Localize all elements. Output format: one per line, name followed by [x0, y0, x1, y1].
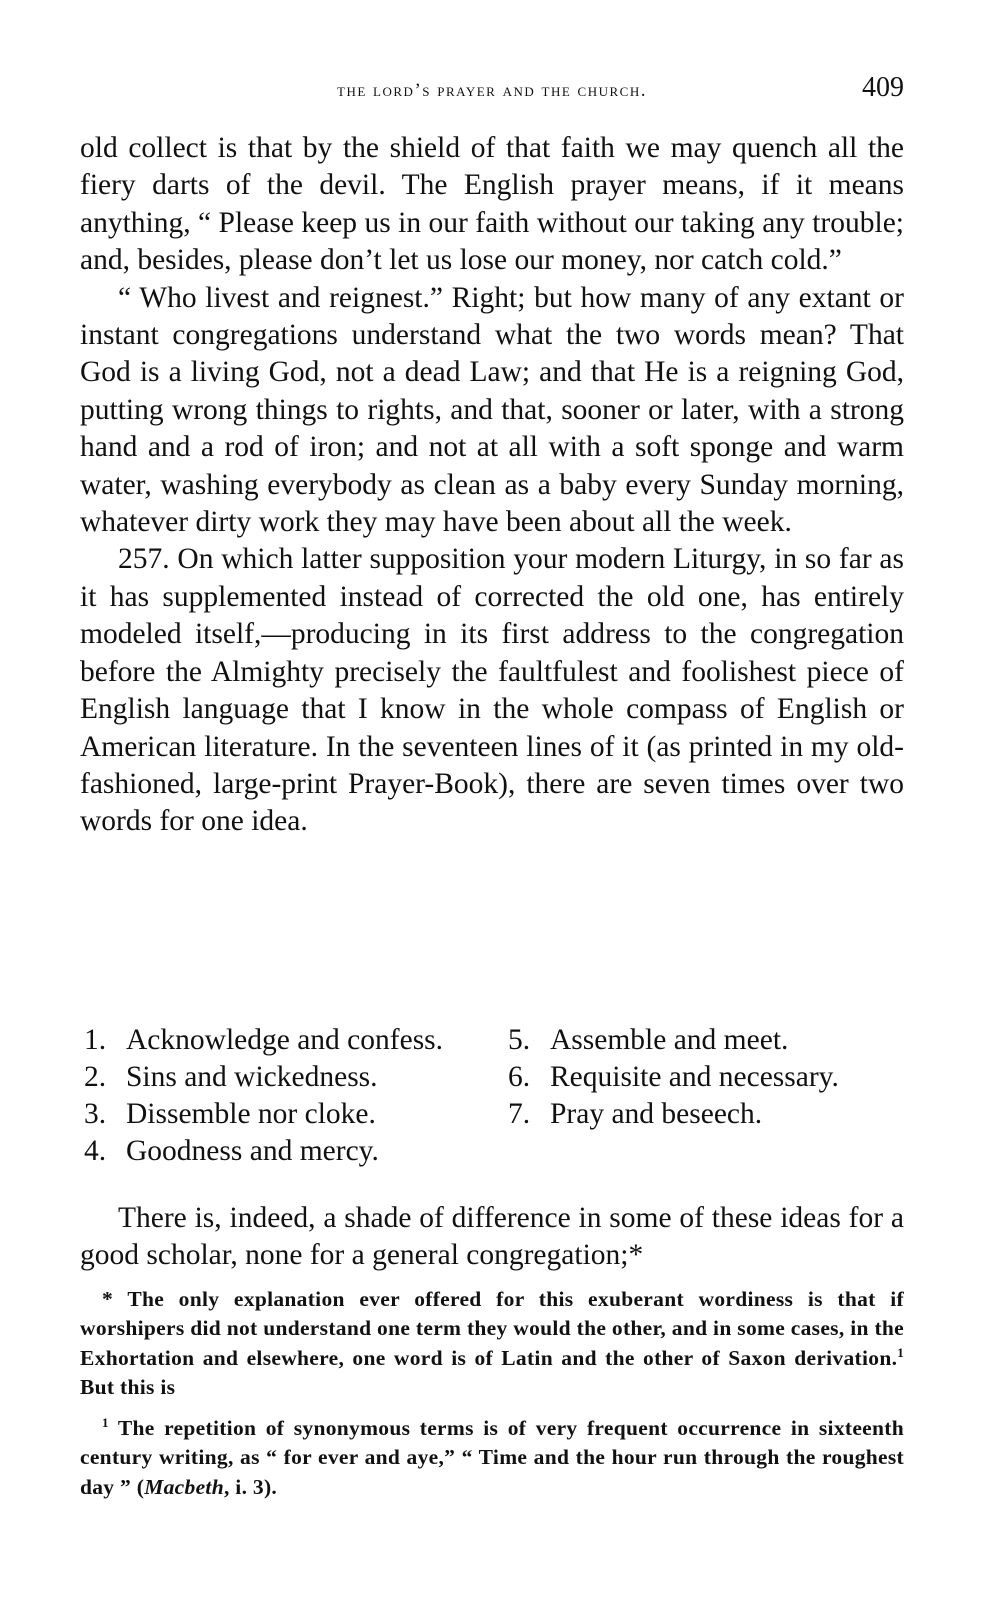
- synonym-list-left-column: [84, 1022, 443, 1170]
- paragraph-3: 257. On which latter supposition your modern Liturgy, in so far as it has supplemented instead of corrected the old one, has entirely modeled itself,—producing in its first address to the congregation before the Almighty precisely the faultfulest and foolishest piece of English language that I know in the whole compass of English or American literature. In the seventeen lines of it (as printed in my old-fashioned, large-print Prayer-Book), there are seven times over two words for one idea.: [80, 543, 904, 838]
- list-item-number: 1.: [84, 1024, 107, 1056]
- running-head: [80, 72, 904, 108]
- footnote-reference: 1: [897, 1345, 904, 1360]
- list-item: [508, 1022, 839, 1059]
- page-number: 409: [862, 72, 904, 103]
- list-item: [84, 1059, 443, 1096]
- list-item: [508, 1059, 839, 1096]
- list-item: [84, 1133, 443, 1170]
- paragraph-1: old collect is that by the shield of that faith we may quench all the fiery darts of the devil. The English prayer means, if it means anything, “ Please keep us in our faith without our taking any trouble; and, besides, please don’t let us lose our money, nor catch cold.”: [80, 132, 904, 277]
- list-item-number: 5.: [508, 1024, 531, 1056]
- list-item-number: 3.: [84, 1098, 107, 1130]
- list-item: [84, 1022, 443, 1059]
- list-item-text: Pray and beseech.: [550, 1098, 763, 1130]
- list-item-text: Assemble and meet.: [550, 1024, 789, 1056]
- footnote-star: [80, 1285, 904, 1403]
- list-item-text: Acknowledge and confess.: [126, 1024, 444, 1056]
- list-item-number: 2.: [84, 1061, 107, 1093]
- synonym-list-right-column: [508, 1022, 839, 1133]
- paragraph-2: “ Who livest and reignest.” Right; but how many of any extant or instant congregations understand what the two words mean? That God is a living God, not a dead Law; and that He is a reigning God, putting wrong things to rights, and that, sooner or later, with a strong hand and a rod of iron; and not at all with a soft sponge and warm water, washing everybody as clean as a baby every Sunday morning, whatever dirty work they may have been about all the week.: [80, 281, 904, 539]
- list-item: [84, 1096, 443, 1133]
- list-item: [508, 1096, 839, 1133]
- footnote-1-text: The repetition of synonymous terms is of very frequent occurrence in sixteenth century writing, as “ for ever and aye,” “ Time and the hour run through the roughest day ” (: [80, 1416, 904, 1499]
- footnote-1: [80, 1414, 904, 1502]
- closing-paragraph: [80, 1200, 904, 1274]
- list-item-text: Sins and wickedness.: [126, 1061, 378, 1093]
- list-item-number: 4.: [84, 1135, 107, 1167]
- running-title: the lord’s prayer and the church.: [337, 80, 647, 101]
- footnote-star-tail: But this is: [80, 1375, 176, 1400]
- footnote-1-marker: 1: [102, 1415, 109, 1430]
- footnote-1-text-after: , i. 3).: [223, 1474, 278, 1499]
- footnote-star-marker: *: [102, 1287, 114, 1311]
- list-item-text: Goodness and mercy.: [126, 1135, 379, 1167]
- body-text: [80, 130, 904, 841]
- paragraph-4: There is, indeed, a shade of difference in some of these ideas for a good scholar, none for a general congregation;*: [80, 1202, 904, 1271]
- list-item-number: 6.: [508, 1061, 531, 1093]
- list-item-number: 7.: [508, 1098, 531, 1130]
- footnote-1-citation: Macbeth: [144, 1474, 224, 1499]
- list-item-text: Dissemble nor cloke.: [126, 1098, 376, 1130]
- footnote-star-text: The only explanation ever offered for this exuberant wordiness is that if worshipers did not understand one term they would the other, and in some cases, in the Exhortation and elsewhere, one word is of Latin and the other of Saxon derivation.: [80, 1287, 904, 1370]
- list-item-text: Requisite and necessary.: [550, 1061, 839, 1093]
